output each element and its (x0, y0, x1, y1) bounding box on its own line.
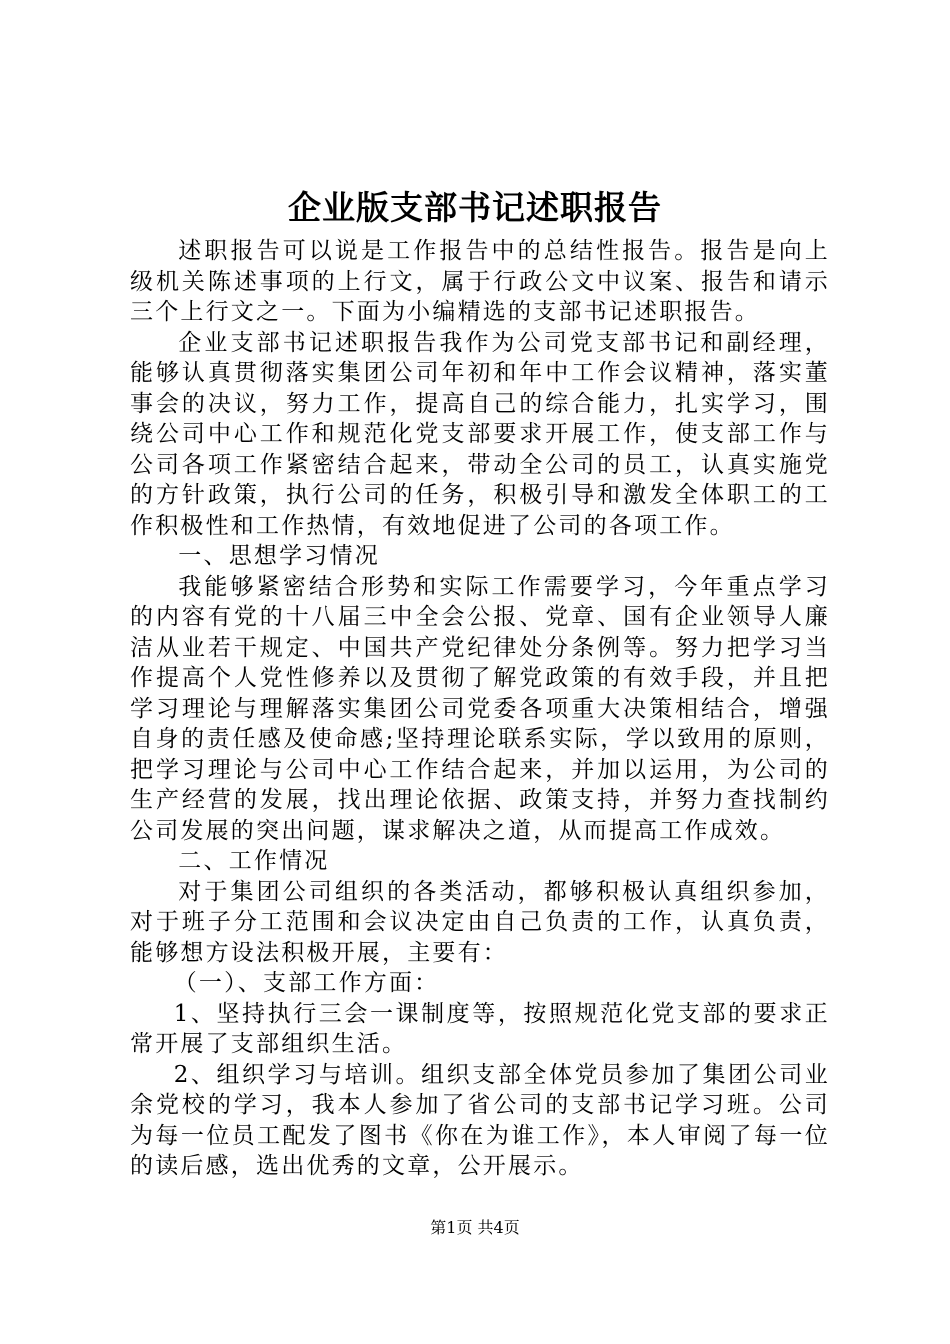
overview-paragraph: 企业支部书记述职报告我作为公司党支部书记和副经理，能够认真贯彻落实集团公司年初和年中工作会议精神，落实董事会的决议，努力工作，提高自己的综合能力，扎实学习，围绕公司中心工作和规范化党支部要求开展工作，使支部工作与公司各项工作紧密结合起来，带动全公司的员工，认真实施党的方针政策，执行公司的任务，积极引导和激发全体职工的工作积极性和工作热情，有效地促进了公司的各项工作。 (130, 329, 830, 539)
subsection-heading-branch: （一）、支部工作方面： (173, 970, 440, 996)
document-title: 企业版支部书记述职报告 (288, 188, 662, 227)
document-body (130, 236, 830, 1182)
list-item-2: 2、组织学习与培训。组织支部全体党员参加了集团公司业余党校的学习，我本人参加了省公司的支部书记学习班。公司为每一位员工配发了图书《你在为谁工作》，本人审阅了每一位的读后感，选出优秀的文章，公开展示。 (130, 1061, 830, 1179)
study-paragraph: 我能够紧密结合形势和实际工作需要学习，今年重点学习的内容有党的十八届三中全会公报、党章、国有企业领导人廉洁从业若干规定、中国共产党纪律处分条例等。努力把学习当作提高个人党性修养以及贯彻了解党政策的有效手段，并且把学习理论与理解落实集团公司党委各项重大决策相结合，增强自身的责任感及使命感;坚持理论联系实际，学以致用的原则，把学习理论与公司中心工作结合起来，并加以运用，为公司的生产经营的发展，找出理论依据、政策支持，并努力查找制约公司发展的突出问题，谋求解决之道，从而提高工作成效。 (130, 573, 830, 844)
list-item-1: 1、坚持执行三会一课制度等，按照规范化党支部的要求正常开展了支部组织生活。 (130, 1000, 830, 1057)
section-heading-study: 一、思想学习情况 (178, 543, 380, 569)
page-number-footer: 第1页 共4页 (430, 1218, 520, 1237)
section-heading-work: 二、工作情况 (178, 848, 330, 874)
work-paragraph: 对于集团公司组织的各类活动，都够积极认真组织参加，对于班子分工范围和会议决定由自己负责的工作，认真负责，能够想方设法积极开展，主要有： (130, 878, 830, 966)
intro-paragraph: 述职报告可以说是工作报告中的总结性报告。报告是向上级机关陈述事项的上行文，属于行政公文中议案、报告和请示三个上行文之一。下面为小编精选的支部书记述职报告。 (130, 238, 830, 325)
